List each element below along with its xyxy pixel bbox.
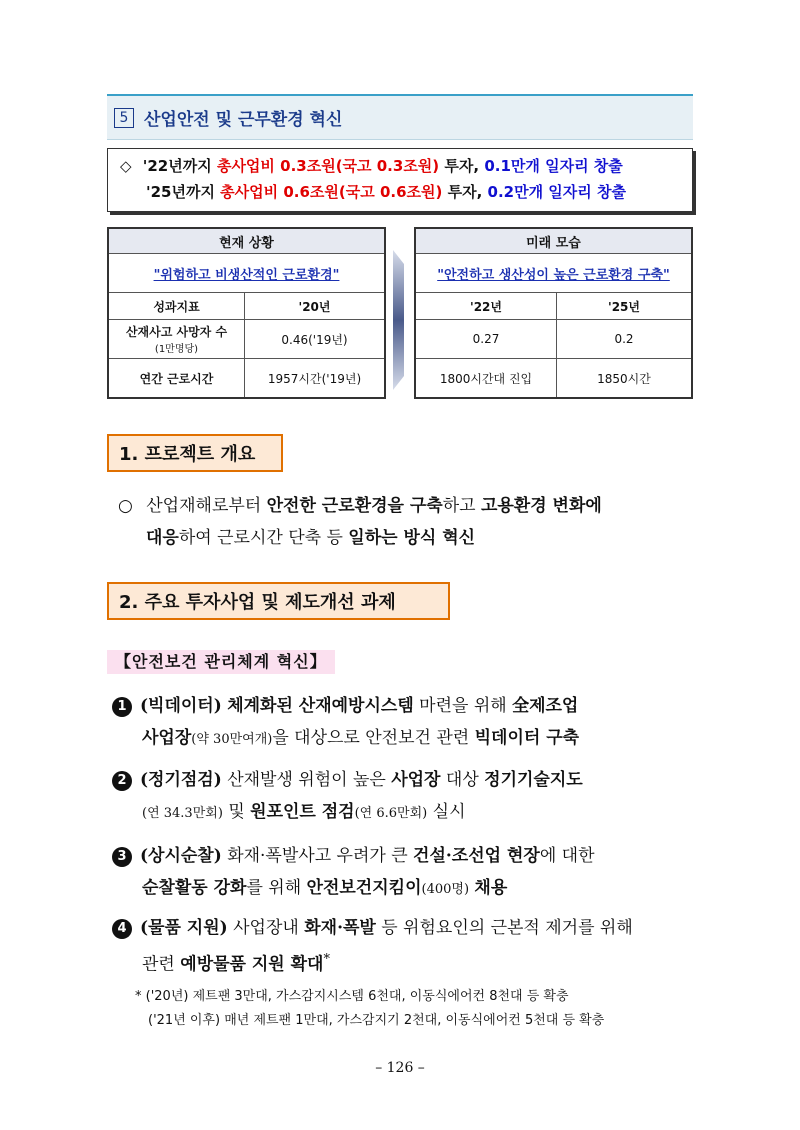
item-emphasis: 사업장 <box>391 770 441 790</box>
item-text: 대상 <box>445 770 479 790</box>
section-number: 5 <box>114 108 134 128</box>
footnote: ('21년 이후) 매년 제트팬 1만대, 가스감지기 2천대, 이동식에어컨 5천대 등 확충 <box>148 1013 605 1028</box>
overview-text: 하고 <box>442 496 476 516</box>
goal-year: '22년까지 <box>142 157 212 175</box>
subheading-safety-system: 【안전보건 관리체계 혁신】 <box>107 650 335 674</box>
list-item <box>112 912 697 981</box>
circle-bullet-icon: ○ <box>118 496 133 516</box>
item-emphasis: 원포인트 점검 <box>250 802 355 822</box>
item-tag: (상시순찰) <box>140 846 222 866</box>
number-2-icon: 2 <box>112 771 132 791</box>
row-label: 연간 근로시간 <box>108 359 245 399</box>
column-header: '22년 <box>415 293 557 320</box>
column-header: '25년 <box>557 293 693 320</box>
list-item <box>112 690 697 756</box>
goal-invest: 투자, <box>444 157 480 175</box>
row-label <box>108 320 245 359</box>
diamond-icon: ◇ <box>120 157 132 175</box>
item-text: 및 <box>228 802 245 822</box>
goal-line-2 <box>108 179 692 205</box>
goal-year: '25년까지 <box>146 183 215 201</box>
table-cell: 0.2 <box>557 320 693 359</box>
goal-budget: 총사업비 0.3조원(국고 0.3조원) <box>216 157 440 175</box>
heading-main-projects: 2. 주요 투자사업 및 제도개선 과제 <box>107 582 450 620</box>
goal-jobs: 0.2만개 일자리 창출 <box>487 183 626 201</box>
item-small: (연 6.6만회) <box>354 806 428 821</box>
table-cell: 1957시간('19년) <box>245 359 386 399</box>
item-emphasis: 채용 <box>474 878 508 898</box>
table-slogan: "위험하고 비생산적인 근로환경" <box>108 254 385 293</box>
item-emphasis: 예방물품 지원 확대 <box>180 954 324 975</box>
list-item <box>112 840 697 906</box>
overview-text: 하여 근로시간 단축 등 <box>178 528 343 548</box>
table-cell: 0.27 <box>415 320 557 359</box>
goal-jobs: 0.1만개 일자리 창출 <box>484 157 623 175</box>
number-4-icon: 4 <box>112 919 132 939</box>
number-3-icon: 3 <box>112 847 132 867</box>
row-label-unit: (1만명당) <box>154 344 199 355</box>
section-title: 산업안전 및 근무환경 혁신 <box>144 110 343 130</box>
overview-emphasis: 일하는 방식 혁신 <box>348 528 476 548</box>
heading-project-overview: 1. 프로젝트 개요 <box>107 434 283 472</box>
item-emphasis: 화재·폭발 <box>304 918 376 938</box>
footnote: * ('20년) 제트팬 3만대, 가스감지시스템 6천대, 이동식에어컨 8천대 등 확충 <box>135 989 569 1004</box>
goal-box <box>107 148 693 212</box>
footnote-marker: * <box>323 952 330 967</box>
overview-emphasis: 대응 <box>146 528 179 548</box>
future-state-table <box>414 227 693 399</box>
item-text: 에 대한 <box>539 846 595 866</box>
item-text: 마련을 위해 <box>419 696 507 716</box>
item-small: (400명) <box>421 882 470 897</box>
item-emphasis: 사업장 <box>142 728 192 748</box>
table-header: 미래 모습 <box>415 228 692 254</box>
overview-line-1 <box>118 490 698 522</box>
item-text: 를 위해 <box>246 878 302 898</box>
item-emphasis: 건설·조선업 현장 <box>413 846 540 866</box>
overview-emphasis: 안전한 근로환경을 구축 <box>266 496 443 516</box>
table-cell: 1850시간 <box>557 359 693 399</box>
item-emphasis: 순찰활동 강화 <box>142 878 247 898</box>
table-slogan: "안전하고 생산성이 높은 근로환경 구축" <box>415 254 692 293</box>
item-emphasis: 全제조업 <box>512 696 579 716</box>
column-header: 성과지표 <box>108 293 245 320</box>
row-label-text: 산재사고 사망자 수 <box>125 325 228 339</box>
table-cell: 0.46('19년) <box>245 320 386 359</box>
transition-arrow-icon <box>391 250 411 390</box>
item-emphasis: 빅데이터 구축 <box>474 728 580 748</box>
item-emphasis: 정기기술지도 <box>484 770 583 790</box>
overview-text: 산업재해로부터 <box>146 496 262 516</box>
table-cell: 1800시간대 진입 <box>415 359 557 399</box>
item-small: (연 34.3만회) <box>142 806 223 821</box>
item-tag: (정기점검) <box>140 770 222 790</box>
table-header: 현재 상황 <box>108 228 385 254</box>
item-text: 을 대상으로 안전보건 관련 <box>272 728 470 748</box>
item-tag: (물품 지원) <box>140 918 228 938</box>
overview-emphasis: 고용환경 변화에 <box>480 496 602 516</box>
item-emphasis: 안전보건지킴이 <box>306 878 422 898</box>
overview-paragraph <box>118 490 698 554</box>
item-text: 화재·폭발사고 우려가 큰 <box>227 846 408 866</box>
item-text: 사업장내 <box>233 918 299 938</box>
page-number: – 126 – <box>375 1060 425 1076</box>
column-header: '20년 <box>245 293 386 320</box>
overview-line-2 <box>118 522 698 554</box>
goal-line-1 <box>108 153 692 179</box>
item-small: (약 30만여개) <box>191 732 273 747</box>
list-item <box>112 764 697 830</box>
number-1-icon: 1 <box>112 697 132 717</box>
goal-invest: 투자, <box>447 183 483 201</box>
item-emphasis: 체계화된 산재예방시스템 <box>227 696 414 716</box>
section-header <box>107 94 693 140</box>
item-text: 관련 <box>142 954 175 975</box>
item-text: 산재발생 위험이 높은 <box>227 770 386 790</box>
goal-budget: 총사업비 0.6조원(국고 0.6조원) <box>220 183 443 201</box>
item-tag: (빅데이터) <box>140 696 222 716</box>
item-text: 등 위험요인의 근본적 제거를 위해 <box>381 918 633 938</box>
current-state-table <box>107 227 386 399</box>
item-text: 실시 <box>432 802 466 822</box>
